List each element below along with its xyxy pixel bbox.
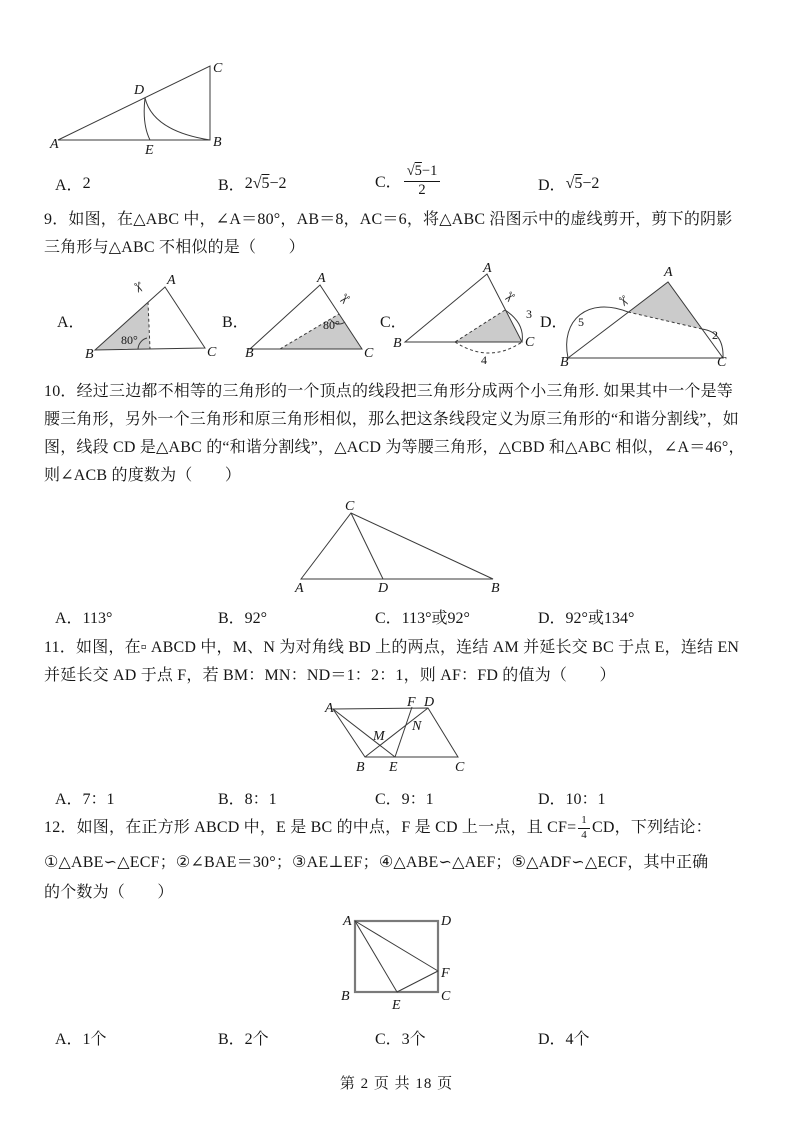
q9d-shaded-region bbox=[628, 282, 702, 329]
q8-option-c-num-pre: √ bbox=[406, 163, 415, 179]
q10-option-c: C．113°或92° bbox=[375, 610, 470, 627]
q9c-label-b: B bbox=[393, 336, 402, 351]
q8-option-c-num-radicand: 5 bbox=[414, 163, 422, 179]
q9-text-line1: 9．如图，在△ABC 中，∠A＝80°，AB＝8，AC＝6，将△ABC 沿图示中的虚线剪开，剪下的阴影 bbox=[44, 211, 733, 228]
q8-option-c-label: C． bbox=[375, 174, 402, 192]
q10-text-line1: 10．经过三边都不相等的三角形的一个顶点的线段把三角形分成两个小三角形. 如果其中一个是等 bbox=[44, 383, 734, 400]
q9c-label-4: 4 bbox=[481, 353, 487, 367]
q9-figure-d bbox=[560, 262, 728, 368]
q12-line1-post: CD，下列结论： bbox=[592, 818, 712, 836]
q11-options-row bbox=[55, 786, 793, 810]
q9a-label-b: B bbox=[85, 347, 94, 362]
q8-option-c-den: 2 bbox=[418, 181, 426, 198]
q12-label-f: F bbox=[441, 966, 450, 981]
q10-option-d: D．92°或134° bbox=[538, 610, 635, 627]
q12-frac-num: 1 bbox=[578, 814, 590, 829]
q8-option-c-fraction bbox=[404, 163, 441, 198]
q9-fig-label-d: D． bbox=[540, 314, 568, 331]
q12-option-d: D．4个 bbox=[538, 1031, 590, 1048]
q12-frac-den: 4 bbox=[581, 828, 587, 841]
q9b-label-c: C bbox=[364, 346, 374, 361]
q11-label-m: M bbox=[373, 729, 385, 744]
q10-label-b: B bbox=[491, 581, 500, 596]
q8-option-b-pre: 2√ bbox=[244, 174, 262, 192]
q11-label-c: C bbox=[455, 760, 465, 775]
q9-text-line2: 三角形与△ABC 不相似的是（ ） bbox=[44, 239, 305, 256]
q11-label-b: B bbox=[356, 760, 365, 775]
q11-option-b: B．8：1 bbox=[218, 791, 277, 808]
q11-text-line2: 并延长交 AD 于点 F，若 BM：MN：ND＝1：2：1，则 AF：FD 的值为（ ） bbox=[44, 667, 616, 684]
q12-line-ae bbox=[355, 921, 397, 992]
q8-label-c: C bbox=[213, 61, 223, 76]
page-number-footer: 第 2 页 共 18 页 bbox=[339, 1076, 454, 1092]
q8-option-b-label: B． bbox=[218, 177, 245, 194]
q9-fig-label-a: A． bbox=[57, 314, 85, 331]
q11-option-c: C．9：1 bbox=[375, 791, 434, 808]
q8-option-a bbox=[55, 172, 91, 195]
q11-label-d: D bbox=[424, 695, 435, 710]
q8-option-d bbox=[538, 172, 599, 195]
q12-cf-fraction bbox=[578, 814, 590, 841]
q12-line1-pre: 12．如图，在正方形 ABCD 中，E 是 BC 的中点，F 是 CD 上一点，且 CF= bbox=[44, 818, 577, 836]
q12-label-c: C bbox=[441, 989, 451, 1004]
q11-label-e: E bbox=[389, 760, 398, 775]
q9-figure-b bbox=[245, 271, 374, 361]
q12-label-e: E bbox=[392, 998, 401, 1013]
q8-option-b bbox=[218, 172, 287, 195]
q8-option-b-post: −2 bbox=[269, 174, 287, 192]
q10-option-b: B．92° bbox=[218, 610, 268, 627]
q9-figure-c bbox=[393, 261, 535, 367]
q10-triangle-figure bbox=[295, 499, 507, 596]
q9c-label-c: C bbox=[525, 335, 535, 350]
q9b-angle-label: 80° bbox=[323, 318, 340, 332]
q10-text-line4: 则∠ACB 的度数为（ ） bbox=[44, 467, 242, 484]
q11-parallelogram-figure bbox=[325, 695, 477, 775]
q8-options-row bbox=[55, 163, 793, 198]
q10-label-d: D bbox=[378, 581, 389, 596]
q11-label-f: F bbox=[407, 695, 416, 710]
q10-text-line2: 腰三角形，另外一个三角形和原三角形相似，那么把这条线段定义为原三角形的“和谐分割线”，如 bbox=[44, 411, 740, 428]
q9d-scissors-icon: ✂ bbox=[613, 292, 633, 311]
q12-option-c: C．3个 bbox=[375, 1031, 426, 1048]
q8-option-d-radicand: 5 bbox=[574, 174, 583, 192]
q10-option-a: A．113° bbox=[55, 610, 113, 627]
q8-arc-db bbox=[145, 98, 210, 140]
q12-line-ef bbox=[397, 971, 438, 992]
q12-square-outline bbox=[355, 921, 438, 992]
q9c-label-a: A bbox=[483, 261, 492, 276]
q8-label-e: E bbox=[145, 143, 154, 158]
q10-segment-cd bbox=[351, 513, 383, 579]
q8-option-d-post: −2 bbox=[582, 174, 600, 192]
q9d-label-b: B bbox=[560, 355, 569, 370]
q9-fig-label-c: C． bbox=[380, 314, 407, 331]
q12-line-af bbox=[355, 921, 438, 971]
q8-triangle-figure bbox=[50, 58, 228, 156]
q10-triangle-outline bbox=[301, 513, 493, 579]
q9-fig-label-b: B． bbox=[222, 314, 249, 331]
q9d-label-5: 5 bbox=[578, 315, 584, 329]
q10-options-row bbox=[55, 605, 793, 629]
q12-option-a: A．1个 bbox=[55, 1031, 107, 1048]
q12-text-line3: 的个数为（ ） bbox=[44, 884, 174, 901]
q11-label-a: A bbox=[325, 701, 334, 716]
q8-option-b-radicand: 5 bbox=[261, 174, 270, 192]
q10-label-c: C bbox=[345, 499, 355, 514]
q9b-label-a: A bbox=[317, 271, 326, 286]
q12-label-a: A bbox=[343, 914, 352, 929]
q12-text-line1 bbox=[44, 814, 712, 841]
q9d-arc-5 bbox=[567, 307, 628, 358]
q8-option-c-num-post: −1 bbox=[421, 163, 438, 179]
q9d-label-c: C bbox=[717, 355, 727, 370]
q8-label-a: A bbox=[50, 137, 59, 152]
q9c-scissors-icon: ✂ bbox=[498, 286, 519, 307]
q8-triangle-outline bbox=[58, 66, 210, 140]
q8-option-d-label: D． bbox=[538, 177, 566, 194]
q9a-scissors-icon: ✂ bbox=[128, 279, 148, 297]
q9a-label-c: C bbox=[207, 345, 217, 360]
q12-text-line2: ①△ABE∽△ECF；②∠BAE＝30°；③AE⊥EF；④△ABE∽△AEF；⑤△ADF∽△ECF，其中正确 bbox=[44, 854, 709, 871]
q8-option-a-label: A． bbox=[55, 177, 83, 194]
q8-label-d: D bbox=[134, 83, 145, 98]
q11-option-d: D．10：1 bbox=[538, 791, 606, 808]
q9b-scissors-icon: ✂ bbox=[333, 288, 354, 309]
q12-square-figure bbox=[330, 908, 465, 1014]
q9b-label-b: B bbox=[245, 346, 254, 361]
q11-text-line1: 11．如图，在▫ ABCD 中，M、N 为对角线 BD 上的两点，连结 AM 并延长交 BC 于点 E，连结 EN bbox=[44, 639, 740, 656]
q12-options-row bbox=[55, 1026, 793, 1050]
q8-option-a-value: 2 bbox=[82, 174, 91, 192]
q10-text-line3: 图，线段 CD 是△ABC 的“和谐分割线”，△ACD 为等腰三角形，△CBD 和△ABC 相似，∠A＝46°， bbox=[44, 439, 745, 456]
q8-option-c bbox=[375, 163, 442, 198]
q9a-angle-label: 80° bbox=[121, 333, 138, 347]
q11-label-n: N bbox=[412, 719, 422, 734]
q9-figure-a bbox=[85, 272, 217, 362]
q9c-label-3: 3 bbox=[526, 307, 532, 321]
q9d-label-a: A bbox=[664, 265, 673, 280]
q12-label-d: D bbox=[441, 914, 452, 929]
q12-label-b: B bbox=[341, 989, 350, 1004]
q12-option-b: B．2个 bbox=[218, 1031, 269, 1048]
q9d-triangle-outline bbox=[568, 282, 723, 358]
q11-line-ae bbox=[333, 709, 395, 757]
q10-label-a: A bbox=[295, 581, 304, 596]
q9c-arc-4 bbox=[455, 342, 522, 353]
q8-option-d-pre: √ bbox=[565, 174, 575, 192]
q9d-label-2: 2 bbox=[712, 328, 718, 342]
q11-parallelogram-outline bbox=[333, 708, 458, 757]
q11-option-a: A．7：1 bbox=[55, 791, 115, 808]
q8-label-b: B bbox=[213, 135, 222, 150]
q9a-label-a: A bbox=[167, 273, 176, 288]
q9b-shaded-region bbox=[280, 314, 362, 349]
